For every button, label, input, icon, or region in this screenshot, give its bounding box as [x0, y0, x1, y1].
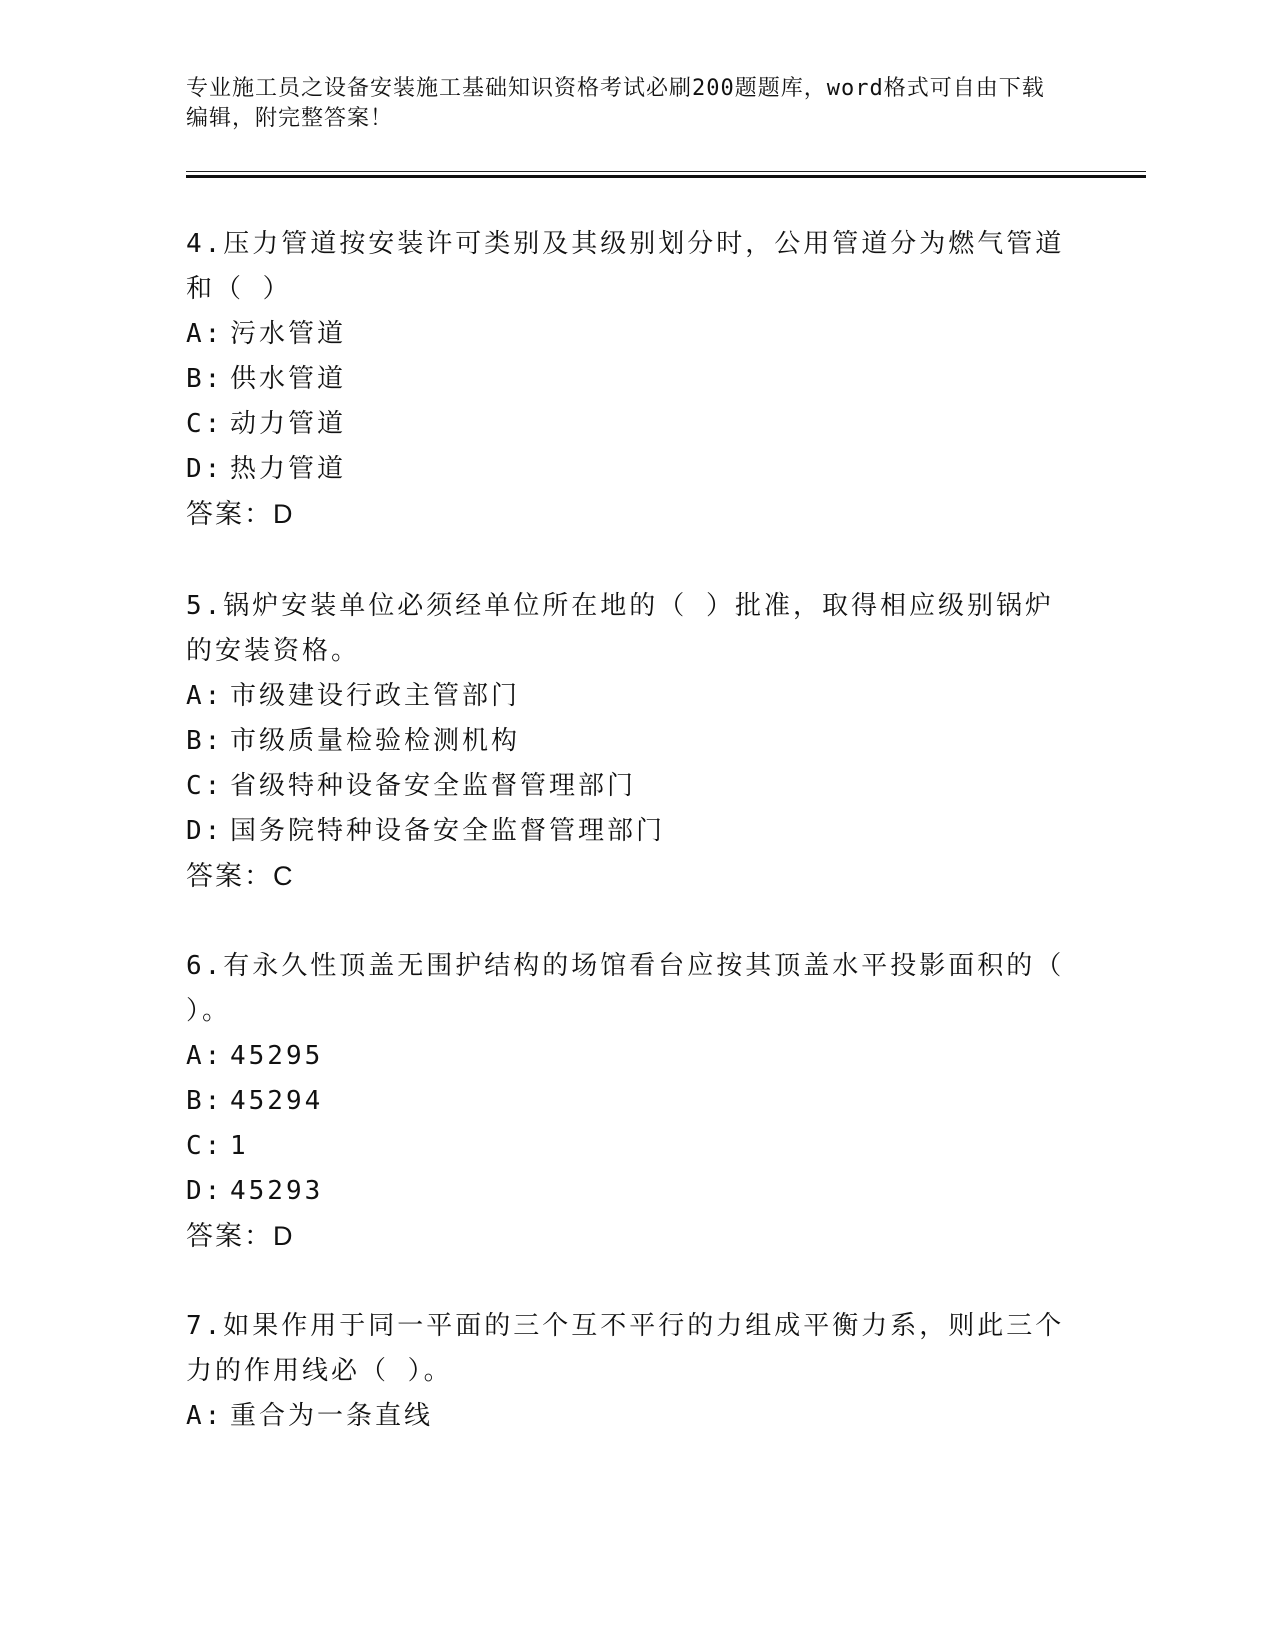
- option-text: 1: [230, 1131, 249, 1161]
- option-key: B:: [186, 364, 224, 394]
- option-key: C:: [186, 409, 224, 439]
- answer: 答案：D: [186, 1221, 295, 1251]
- option-key: C:: [186, 1131, 224, 1161]
- option-text: 供水管道: [230, 364, 347, 394]
- option-c: [186, 764, 1066, 809]
- question-7: [186, 1304, 1066, 1439]
- option-b: [186, 357, 1066, 402]
- option-c: [186, 402, 1066, 447]
- option-text: 污水管道: [230, 319, 347, 349]
- option-b: [186, 719, 1066, 764]
- option-key: D:: [186, 454, 224, 484]
- option-text: 国务院特种设备安全监督管理部门: [230, 816, 666, 846]
- option-text: 重合为一条直线: [230, 1401, 434, 1431]
- option-text: 动力管道: [230, 409, 347, 439]
- option-key: D:: [186, 816, 224, 846]
- document-header: 专业施工员之设备安装施工基础知识资格考试必刷200题题库，word格式可自由下载编辑，附完整答案！: [186, 76, 1045, 131]
- option-d: [186, 1169, 1066, 1214]
- header-divider-thin: [186, 171, 1146, 172]
- option-key: C:: [186, 771, 224, 801]
- option-text: 省级特种设备安全监督管理部门: [230, 771, 637, 801]
- option-key: A:: [186, 681, 224, 711]
- option-key: A:: [186, 319, 224, 349]
- question-4: [186, 222, 1066, 537]
- question-stem: 6.有永久性顶盖无围护结构的场馆看台应按其顶盖水平投影面积的（ ）。: [186, 951, 1065, 1026]
- question-6: [186, 944, 1066, 1259]
- option-key: D:: [186, 1176, 224, 1206]
- option-text: 市级建设行政主管部门: [230, 681, 521, 711]
- option-a: [186, 1034, 1066, 1079]
- option-a: [186, 1394, 1066, 1439]
- option-d: [186, 447, 1066, 492]
- option-d: [186, 809, 1066, 854]
- answer: 答案：D: [186, 499, 295, 529]
- option-key: A:: [186, 1401, 224, 1431]
- option-text: 市级质量检验检测机构: [230, 726, 521, 756]
- option-a: [186, 312, 1066, 357]
- option-text: 热力管道: [230, 454, 347, 484]
- option-key: A:: [186, 1041, 224, 1071]
- answer: 答案：C: [186, 861, 295, 891]
- option-key: B:: [186, 1086, 224, 1116]
- option-text: 45295: [230, 1041, 324, 1071]
- question-stem: 4.压力管道按安装许可类别及其级别划分时，公用管道分为燃气管道和（ ）: [186, 229, 1065, 304]
- question-stem: 7.如果作用于同一平面的三个互不平行的力组成平衡力系，则此三个力的作用线必（ ）。: [186, 1311, 1065, 1386]
- option-text: 45293: [230, 1176, 324, 1206]
- option-text: 45294: [230, 1086, 324, 1116]
- option-c: [186, 1124, 1066, 1169]
- option-b: [186, 1079, 1066, 1124]
- question-5: [186, 584, 1066, 899]
- option-a: [186, 674, 1066, 719]
- header-divider-thick: [186, 175, 1146, 178]
- option-key: B:: [186, 726, 224, 756]
- question-stem: 5.锅炉安装单位必须经单位所在地的（ ）批准，取得相应级别锅炉的安装资格。: [186, 591, 1054, 666]
